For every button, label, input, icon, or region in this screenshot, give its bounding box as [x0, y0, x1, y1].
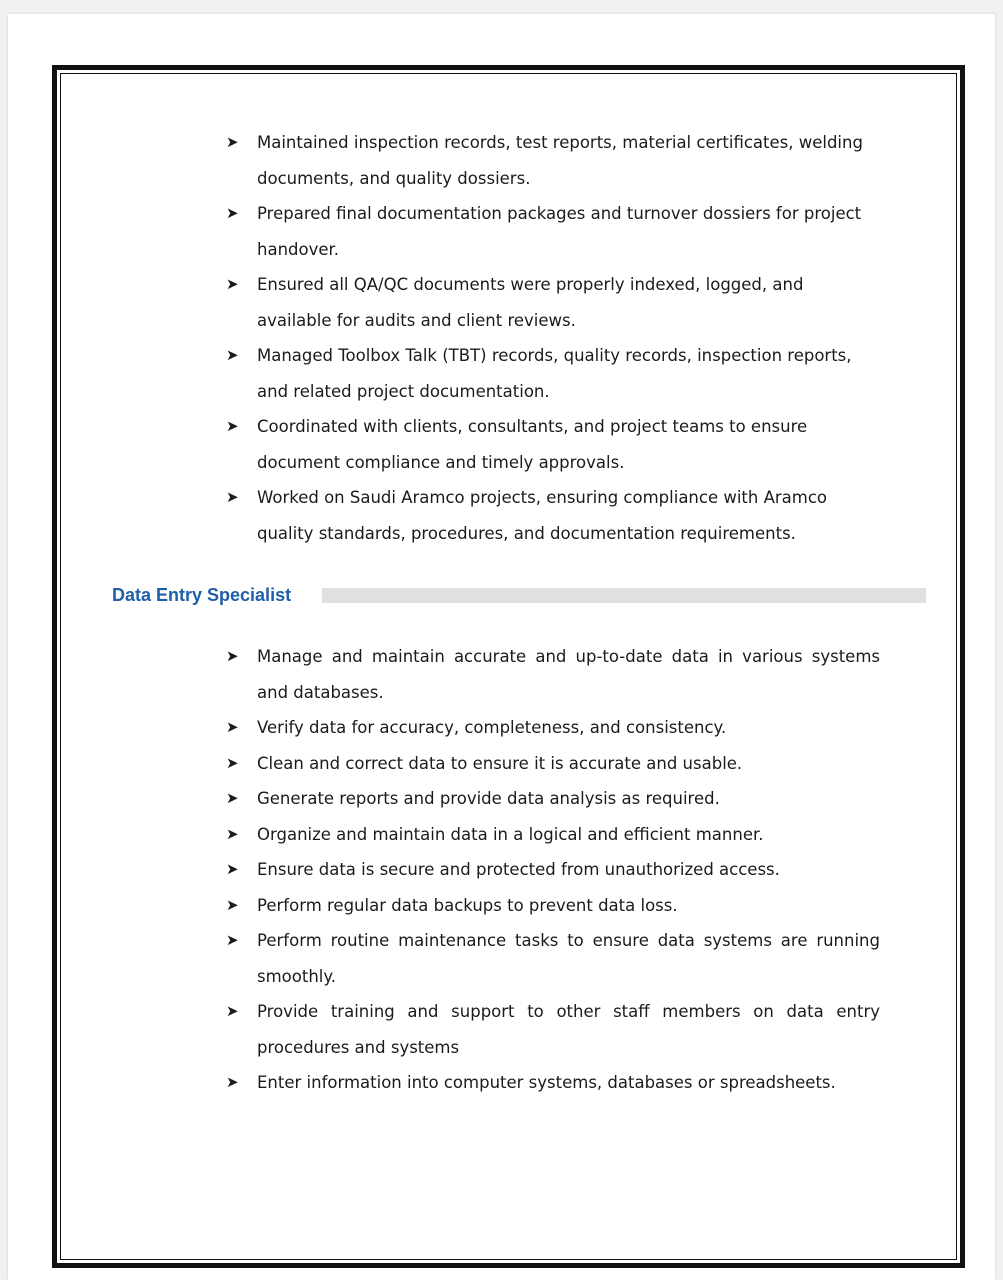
list-item: ➤ Perform routine maintenance tasks to ensure data systems are running smoothly.: [226, 923, 880, 994]
list-item: ➤ Enter information into computer systems, databases or spreadsheets.: [226, 1065, 880, 1101]
arrowhead-bullet-icon: ➤: [226, 647, 239, 665]
arrowhead-bullet-icon: ➤: [226, 417, 239, 435]
list-item: ➤ Perform regular data backups to prevent data loss.: [226, 888, 880, 924]
list-item: ➤ Prepared final documentation packages and turnover dossiers for project handover.: [226, 196, 880, 267]
arrowhead-bullet-icon: ➤: [226, 275, 239, 293]
arrowhead-bullet-icon: ➤: [226, 1002, 239, 1020]
arrowhead-bullet-icon: ➤: [226, 789, 239, 807]
arrowhead-bullet-icon: ➤: [226, 860, 239, 878]
arrowhead-bullet-icon: ➤: [226, 753, 239, 772]
list-item: ➤ Ensure data is secure and protected from unauthorized access.: [226, 852, 880, 888]
list-item: ➤ Managed Toolbox Talk (TBT) records, quality records, inspection reports, and related project documentation.: [226, 338, 880, 409]
arrowhead-bullet-icon: ➤: [226, 718, 239, 736]
list-item: ➤ Coordinated with clients, consultants, and project teams to ensure document compliance and timely approvals.: [226, 409, 880, 480]
arrowhead-bullet-icon: ➤: [226, 931, 239, 949]
arrowhead-bullet-icon: ➤: [226, 895, 239, 914]
list-item: ➤ Organize and maintain data in a logical and efficient manner.: [226, 817, 880, 853]
section-divider-bar: [322, 588, 926, 603]
list-item: ➤ Ensured all QA/QC documents were properly indexed, logged, and available for audits and client reviews.: [226, 267, 880, 338]
arrowhead-bullet-icon: ➤: [226, 346, 239, 364]
arrowhead-bullet-icon: ➤: [226, 1073, 239, 1091]
responsibilities-list-previous-role: [226, 125, 880, 551]
arrowhead-bullet-icon: ➤: [226, 133, 239, 151]
arrowhead-bullet-icon: ➤: [226, 824, 239, 843]
arrowhead-bullet-icon: ➤: [226, 488, 239, 506]
list-item: ➤ Manage and maintain accurate and up-to-date data in various systems and databases.: [226, 639, 880, 710]
list-item: ➤ Maintained inspection records, test reports, material certificates, welding documents, and quality dossiers.: [226, 125, 880, 196]
section-heading-data-entry-specialist: Data Entry Specialist: [112, 585, 292, 605]
list-item: ➤ Clean and correct data to ensure it is accurate and usable.: [226, 746, 880, 782]
responsibilities-list-data-entry: [226, 639, 880, 1101]
arrowhead-bullet-icon: ➤: [226, 204, 239, 222]
list-item: ➤ Worked on Saudi Aramco projects, ensuring compliance with Aramco quality standards, procedures, and documentation requirements.: [226, 480, 880, 551]
list-item: ➤ Provide training and support to other staff members on data entry procedures and systems: [226, 994, 880, 1065]
list-item: ➤ Generate reports and provide data analysis as required.: [226, 781, 880, 817]
list-item: ➤ Verify data for accuracy, completeness, and consistency.: [226, 710, 880, 746]
